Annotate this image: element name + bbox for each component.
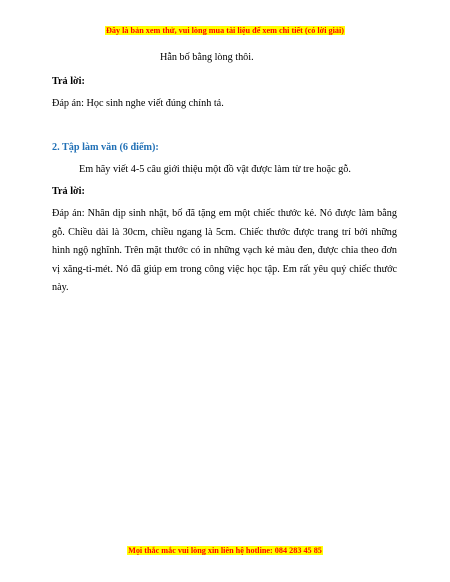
hotline-text: Mọi thắc mắc vui lòng xin liên hệ hotline: 084 283 45 85 bbox=[128, 546, 322, 555]
section-2-prompt: Em hãy viết 4-5 câu giới thiệu một đồ vật được làm từ tre hoặc gỗ. bbox=[79, 164, 351, 175]
preview-notice-banner bbox=[0, 25, 450, 36]
answer-label-1: Trả lời: bbox=[52, 76, 85, 87]
answer-text-2: Đáp án: Nhân dịp sinh nhật, bố đã tặng em một chiếc thước kẻ. Nó được làm bằng gỗ. Chiều dài là 30cm, chiều ngang là 5cm. Chiếc thước được trang trí bởi những hình ngộ nghĩnh. Trên mặt thước có in những vạch kẻ màu đen, được chia theo đơn vị xăng-ti-mét. Nó đã giúp em trong công việc học tập. Em rất yêu quý chiếc thước này. bbox=[52, 208, 397, 294]
section-2-heading: 2. Tập làm văn (6 điểm): bbox=[52, 142, 159, 153]
hotline-banner bbox=[0, 545, 450, 556]
preview-notice-text: Đây là bản xem thử, vui lòng mua tài liệu để xem chi tiết (có lời giải) bbox=[105, 26, 344, 35]
answer-text-1: Đáp án: Học sinh nghe viết đúng chính tả. bbox=[52, 98, 224, 109]
answer-label-2: Trả lời: bbox=[52, 186, 85, 197]
dictation-sentence: Hẫn bố bằng lòng thôi. bbox=[160, 52, 254, 63]
